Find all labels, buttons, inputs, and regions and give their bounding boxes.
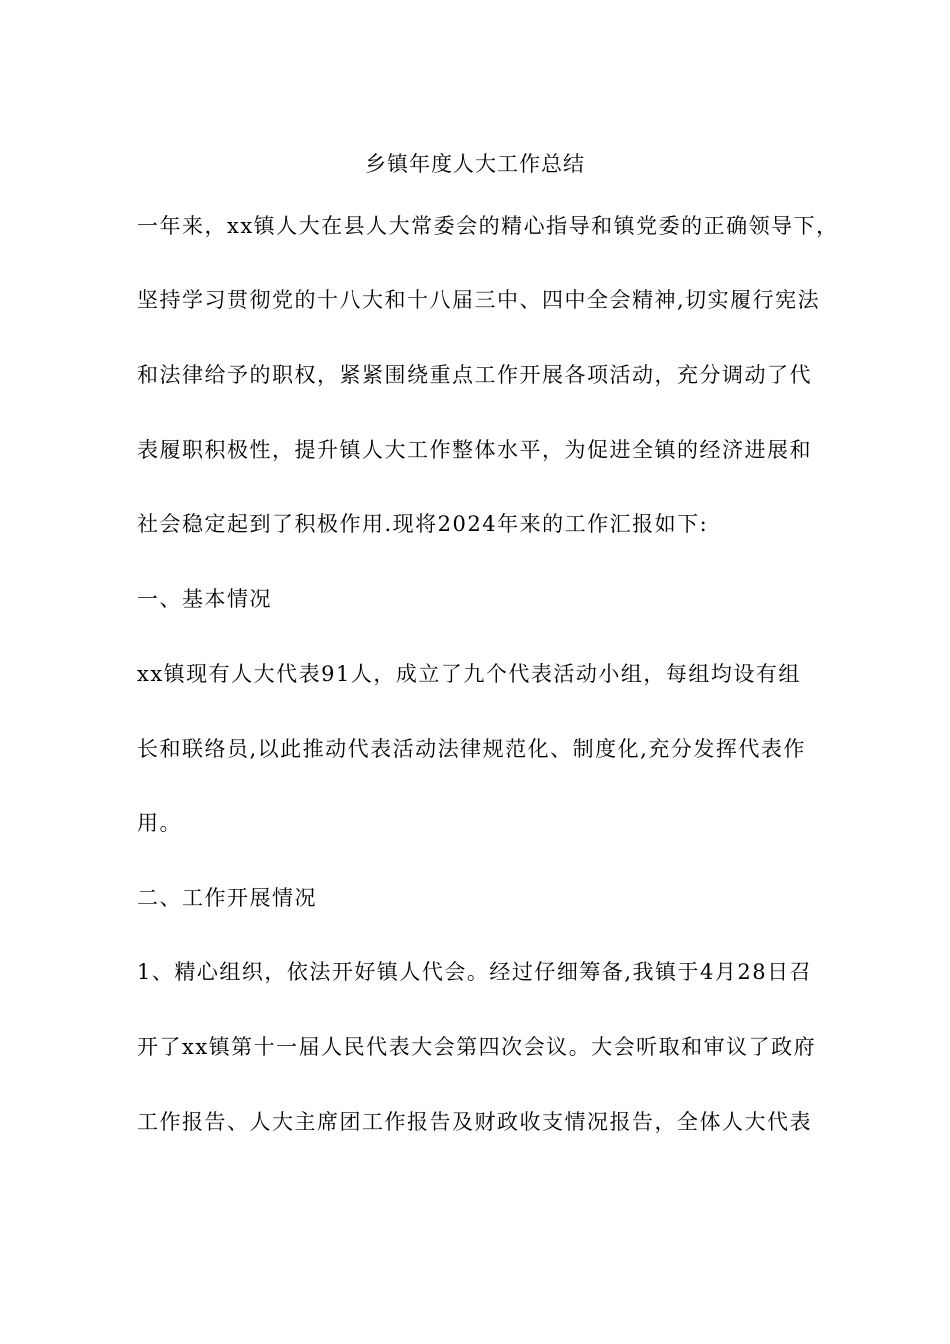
- paragraph-line: 坚持学习贯彻党的十八大和十八届三中、四中全会精神,切实履行宪法: [137, 288, 821, 312]
- paragraph-line: 一年来，xx镇人大在县人大常委会的精心指导和镇党委的正确领导下，: [137, 214, 839, 238]
- paragraph-line: 表履职积极性，提升镇人大工作整体水平，为促进全镇的经济进展和: [137, 438, 812, 462]
- paragraph-line: 用。: [137, 811, 182, 835]
- section-heading: 二、工作开展情况: [137, 886, 317, 910]
- paragraph-line: xx镇现有人大代表91人，成立了九个代表活动小组，每组均设有组: [137, 662, 801, 686]
- paragraph-line: 和法律给予的职权，紧紧围绕重点工作开展各项活动，充分调动了代: [137, 363, 812, 387]
- paragraph-line: 社会稳定起到了积极作用.现将2024年来的工作汇报如下:: [137, 512, 709, 536]
- paragraph-line: 工作报告、人大主席团工作报告及财政收支情况报告，全体人大代表: [137, 1110, 812, 1134]
- document-title: 乡镇年度人大工作总结: [365, 152, 585, 176]
- paragraph-line: 开了xx镇第十一届人民代表大会第四次会议。大会听取和审议了政府: [137, 1035, 817, 1059]
- paragraph-line: 1、精心组织，依法开好镇人代会。经过仔细筹备,我镇于4月28日召: [137, 960, 813, 984]
- section-heading: 一、基本情况: [137, 587, 272, 611]
- paragraph-line: 长和联络员,以此推动代表活动法律规范化、制度化,充分发挥代表作: [137, 737, 806, 761]
